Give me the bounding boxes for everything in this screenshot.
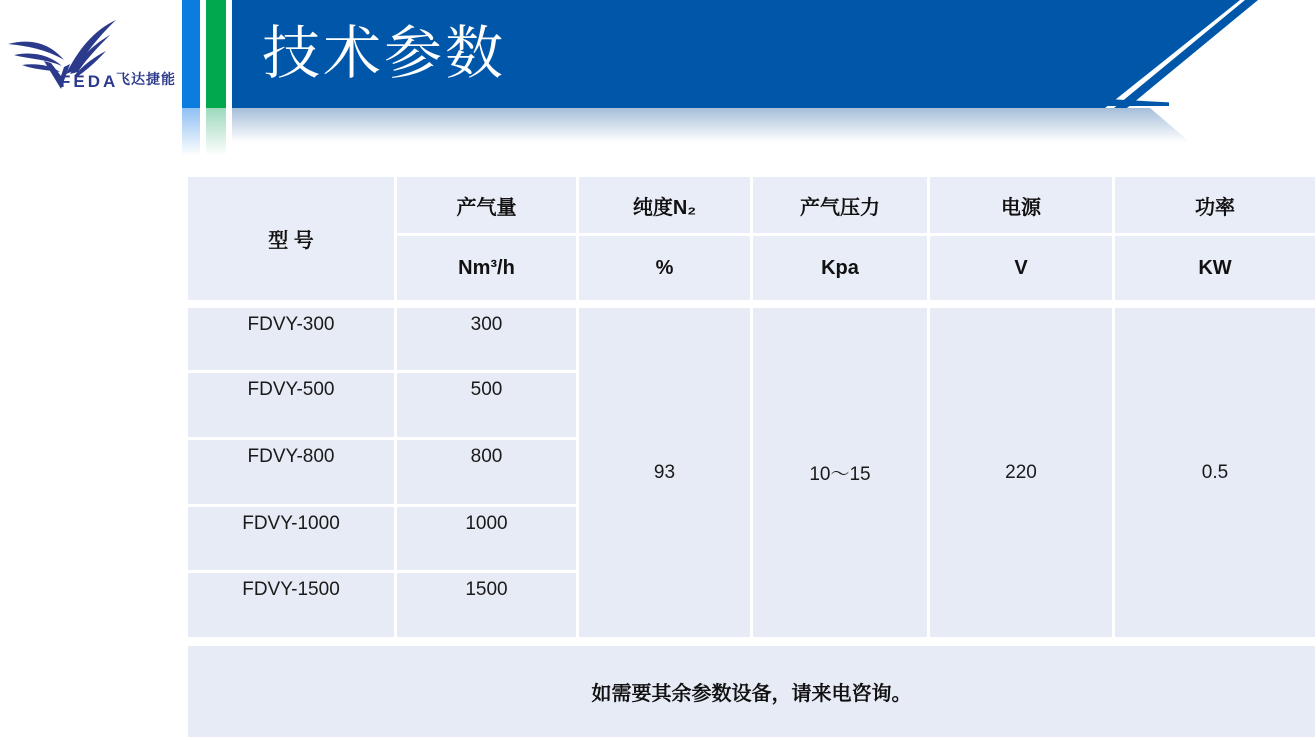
header-pressure: 产气压力 [753, 177, 927, 233]
header-power: 功率 [1115, 177, 1315, 233]
blue-bar-reflection [182, 108, 200, 156]
band-reflection [232, 108, 1192, 142]
unit-pressure: Kpa [753, 236, 927, 300]
cell-purity-merged: 93 [579, 308, 750, 637]
cell-model: FDVY-800 [188, 440, 394, 504]
cell-model: FDVY-300 [188, 308, 394, 370]
logo-brand-text: FEDA [60, 72, 119, 91]
accent-bar-green [206, 0, 226, 108]
footer-note: 如需要其余参数设备，请来电咨询。 [188, 646, 1315, 737]
cell-capacity: 800 [397, 440, 576, 504]
cell-pressure-merged: 10～15 [753, 308, 927, 637]
accent-bar-blue [182, 0, 200, 108]
cell-power-merged: 0.5 [1115, 308, 1315, 637]
unit-capacity: Nm³/h [397, 236, 576, 300]
spec-table [188, 177, 1315, 737]
cell-capacity: 1500 [397, 573, 576, 637]
cell-capacity: 300 [397, 308, 576, 370]
cell-voltage-merged: 220 [930, 308, 1112, 637]
cell-capacity: 500 [397, 373, 576, 437]
feda-logo [4, 10, 194, 100]
header-purity: 纯度N₂ [579, 177, 750, 233]
page-title: 技术参数 [262, 21, 507, 86]
unit-voltage: V [930, 236, 1112, 300]
cell-model: FDVY-1000 [188, 507, 394, 570]
green-bar-reflection [206, 108, 226, 156]
header-model: 型 号 [188, 177, 394, 300]
unit-power: KW [1115, 236, 1315, 300]
header-voltage: 电源 [930, 177, 1112, 233]
cell-model: FDVY-500 [188, 373, 394, 437]
cell-capacity: 1000 [397, 507, 576, 570]
cell-model: FDVY-1500 [188, 573, 394, 637]
header-capacity: 产气量 [397, 177, 576, 233]
unit-purity: % [579, 236, 750, 300]
logo-brand-cn-text: 飞达捷能 [116, 71, 176, 87]
